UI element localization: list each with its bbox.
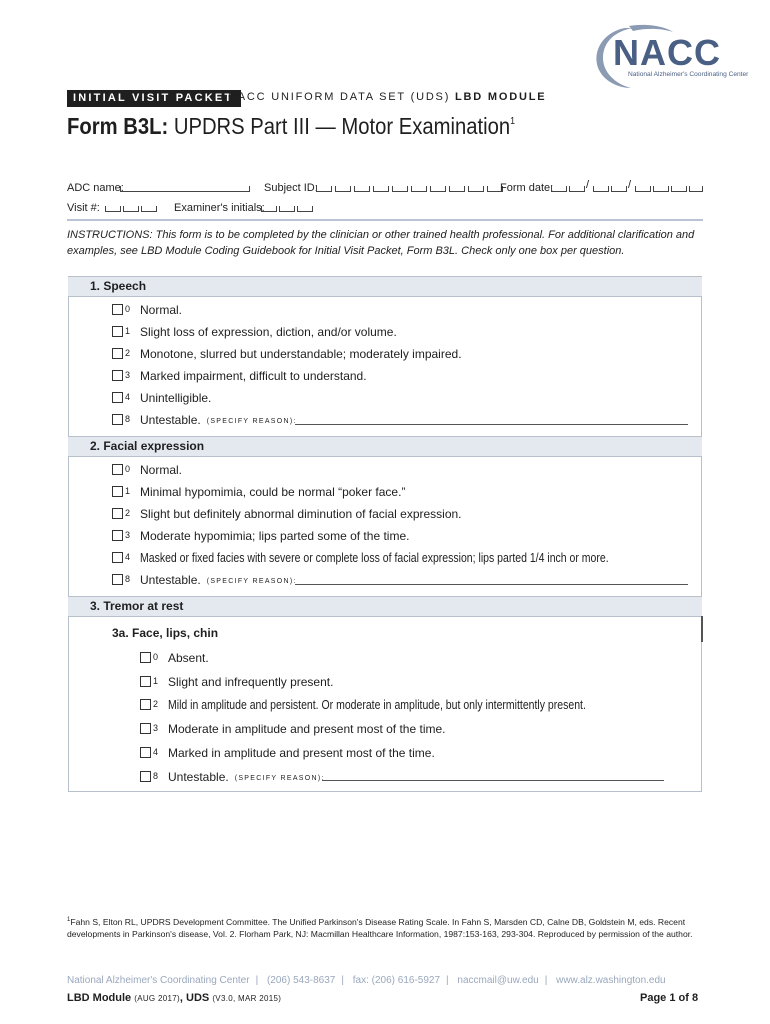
checkbox[interactable] — [112, 348, 123, 359]
checkbox[interactable] — [112, 392, 123, 403]
footer-version: LBD Module (AUG 2017), UDS (V3.0, MAR 2015) — [67, 992, 282, 1004]
checkbox[interactable] — [112, 508, 123, 519]
subject-id-label: Subject ID: — [264, 182, 318, 194]
page-number: Page 1 of 8 — [640, 992, 699, 1004]
checkbox[interactable] — [140, 652, 151, 663]
packet-tag: INITIAL VISIT PACKET — [67, 90, 241, 107]
contact-phone: (206) 543-8637 — [266, 975, 336, 986]
speech-specify-field[interactable] — [295, 424, 688, 425]
logo-subtitle: National Alzheimer's Coordinating Center — [628, 71, 749, 78]
checkbox[interactable] — [140, 723, 151, 734]
contact-email-link[interactable]: naccmail@uw.edu — [457, 975, 539, 986]
header-divider — [67, 219, 703, 221]
examiner-initials-label: Examiner's initials: — [174, 202, 265, 214]
contact-org: National Alzheimer's Coordinating Center — [67, 975, 250, 986]
tremor-face-specify-field[interactable] — [322, 780, 664, 781]
checkbox[interactable] — [112, 414, 123, 425]
uds-module-title: NACC UNIFORM DATA SET (UDS) LBD MODULE — [228, 91, 547, 103]
adc-name-label: ADC name: — [67, 182, 124, 194]
checkbox[interactable] — [112, 486, 123, 497]
checkbox[interactable] — [140, 699, 151, 710]
specify-reason-label: (SPECIFY REASON): — [234, 775, 325, 782]
checkbox[interactable] — [112, 530, 123, 541]
margin-mark — [701, 616, 703, 642]
form-title: Form B3L: UPDRS Part III — Motor Examination$^1$ — [67, 113, 516, 139]
form-date-label: Form date: — [500, 182, 554, 194]
checkbox[interactable] — [140, 676, 151, 687]
section-header-facial-expression: 2. Facial expression — [68, 436, 702, 457]
facial-specify-field[interactable] — [295, 584, 688, 585]
subsection-face-lips-chin: 3a. Face, lips, chin — [112, 626, 219, 640]
checkbox[interactable] — [112, 574, 123, 585]
section-header-tremor-at-rest: 3. Tremor at rest — [68, 596, 702, 617]
checkbox[interactable] — [112, 370, 123, 381]
nacc-logo — [585, 22, 755, 92]
checkbox[interactable] — [140, 771, 151, 782]
logo-wordmark: NACC — [613, 32, 721, 73]
specify-reason-label: (SPECIFY REASON): — [206, 578, 297, 585]
contact-website-link[interactable]: www.alz.washington.edu — [556, 975, 666, 986]
section-header-speech: 1. Speech — [68, 276, 702, 297]
checkbox[interactable] — [112, 304, 123, 315]
checkbox[interactable] — [140, 747, 151, 758]
adc-name-field[interactable] — [120, 186, 250, 192]
instructions: INSTRUCTIONS: This form is to be completed by the clinician or other trained health professional. For additional clarification and examples, see LBD Module Coding Guidebook for Initial Visit Packet, Form B3L. Check only one box per question. — [67, 229, 695, 257]
footnote: $^1$Fahn S, Elton RL, UPDRS Development Committee. The Unified Parkinson's Disease Rating Scale. In Fahn S, Marsden CD, Calne DB, Goldstein M, eds. Recent developments in Parkinson's disease, Vol. 2. Florham Park, NJ: Macmillan Healthcare Information, 1987:153-163, 293-304. Reproduced by permission of the author. — [67, 916, 693, 939]
contact-line: National Alzheimer's Coordinating Center | (206) 543-8637 | fax: (206) 616-5927 | naccmail@uw.edu | www.alz.washington.edu — [67, 975, 666, 986]
contact-fax: fax: (206) 616-5927 — [352, 975, 441, 986]
visit-number-label: Visit #: — [67, 202, 100, 214]
checkbox[interactable] — [112, 552, 123, 563]
checkbox[interactable] — [112, 464, 123, 475]
specify-reason-label: (SPECIFY REASON): — [206, 418, 297, 425]
checkbox[interactable] — [112, 326, 123, 337]
